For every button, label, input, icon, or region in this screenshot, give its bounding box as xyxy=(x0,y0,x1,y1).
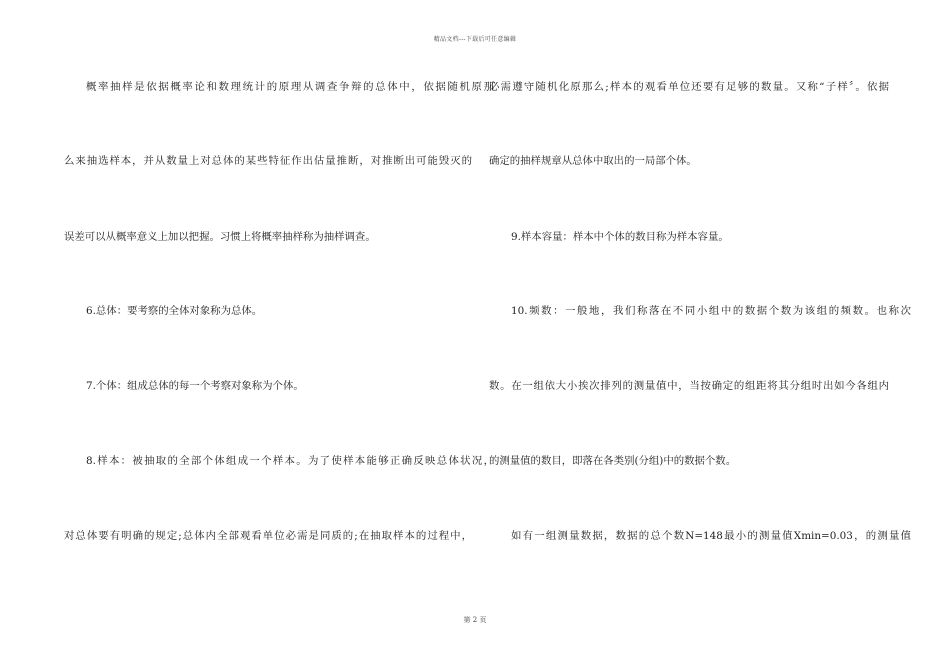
body-line-left-3: 误差可以从概率意义上加以把握。习惯上将概率抽样称为抽样调查。 xyxy=(64,231,376,243)
body-line-right-5: 数。在一组依大小挨次排列的测量值中，当按确定的组距将其分组时出如今各组内 xyxy=(489,380,889,392)
body-line-right-7: 如有一组测量数据，数据的总个数N=148最小的测量值Xmin=0.03，的测量值 xyxy=(511,530,911,542)
body-line-left-7: 对总体要有明确的规定;总体内全部观看单位必需是同质的;在抽取样本的过程中， xyxy=(64,530,472,542)
page-number: 第 2 页 xyxy=(463,616,487,624)
body-line-right-2: 确定的抽样规章从总体中取出的一局部个体。 xyxy=(489,155,697,167)
body-line-right-3: 9.样本容量：样本中个体的数目称为样本容量。 xyxy=(511,231,729,243)
body-line-left-2: 么来抽选样本，并从数量上对总体的某些特征作出估量推断，对推断出可能毁灭的 xyxy=(64,155,472,167)
body-line-left-6: 8.样本：被抽取的全部个体组成一个样本。为了使样本能够正确反映总体状况， xyxy=(86,455,494,467)
page-header: 精品文档---下载后可任意编辑 xyxy=(433,36,517,43)
body-line-left-5: 7.个体：组成总体的每一个考察对象称为个体。 xyxy=(86,380,304,392)
body-line-right-1: 必需遵守随机化原那么;样本的观看单位还要有足够的数量。又称“子样〞。依据 xyxy=(489,81,889,93)
body-line-left-1: 概率抽样是依据概率论和数理统计的原理从调查争辩的总体中，依据随机原那 xyxy=(86,81,494,93)
body-line-right-6: 的测量值的数目，即落在各类别(分组)中的数据个数。 xyxy=(489,455,737,467)
body-line-left-4: 6.总体：要考察的全体对象称为总体。 xyxy=(86,305,263,317)
body-line-right-4: 10.频数：一般地，我们称落在不同小组中的数据个数为该组的频数。也称次 xyxy=(511,305,911,317)
